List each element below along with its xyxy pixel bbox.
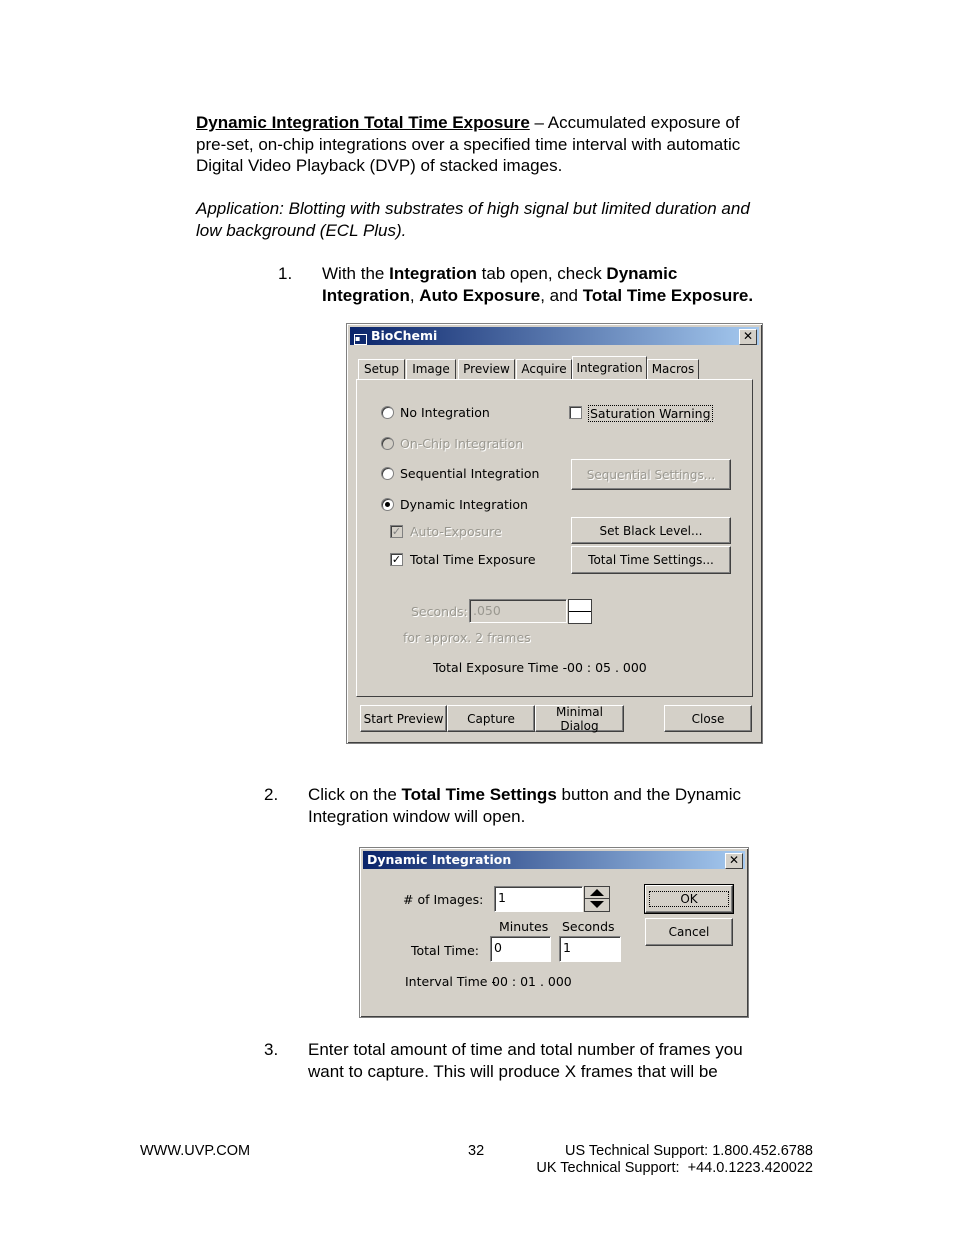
biochemi-dialog (346, 323, 763, 744)
on-chip-radio[interactable] (381, 437, 394, 450)
tab-acquire[interactable]: Acquire (516, 359, 572, 380)
capture-button[interactable]: Capture (447, 705, 535, 732)
intro-line-2: pre-set, on-chip integrations over a specified time interval with automatic (196, 134, 741, 154)
minutes-label: Minutes (499, 919, 549, 934)
minimal-dialog-button[interactable]: Minimal Dialog (535, 705, 624, 732)
sequential-label: Sequential Integration (400, 466, 540, 481)
app-icon: ▪ (354, 334, 367, 345)
total-time-exposure-label: Total Time Exposure (410, 552, 536, 567)
seconds-input[interactable]: 1 (559, 936, 621, 962)
no-integration-label: No Integration (400, 405, 490, 420)
step-2-text: Click on the Total Time Settings button and the Dynamic Integration window will open. (308, 785, 742, 826)
biochemi-title: BioChemi (371, 328, 438, 343)
auto-exposure-label: Auto-Exposure (410, 524, 502, 539)
intro-line-1: Dynamic Integration Total Time Exposure – Accumulated exposure of (196, 113, 740, 132)
application-note: Application: Blotting with substrates of high signal but limited duration and low background (ECL Plus). (196, 199, 750, 240)
seconds-label: Seconds: (411, 604, 468, 619)
footer-support (536, 1143, 813, 1177)
tab-setup[interactable]: Setup (358, 359, 405, 380)
dynamic-integration-dialog (359, 847, 749, 1018)
us-support: US Technical Support: 1.800.452.6788 (564, 1143, 813, 1159)
intro-paragraph (196, 112, 836, 177)
dynamic-radio[interactable] (381, 498, 394, 511)
seconds-spinner[interactable] (568, 599, 592, 624)
spin-up-icon[interactable] (590, 889, 604, 896)
saturation-warning-checkbox[interactable] (569, 406, 582, 419)
sequential-settings-button[interactable]: Sequential Settings... (571, 459, 731, 490)
close-icon[interactable]: ✕ (739, 329, 757, 345)
section-heading: Dynamic Integration Total Time Exposure (196, 113, 530, 132)
interval-value: 00 : 01 . 000 (492, 974, 572, 989)
minutes-input[interactable]: 0 (490, 936, 551, 962)
step-2-number: 2. (264, 785, 279, 804)
no-integration-radio[interactable] (381, 406, 394, 419)
step-3-number: 3. (264, 1040, 279, 1059)
tab-image[interactable]: Image (406, 359, 456, 380)
total-time-exposure-checkbox[interactable]: ✓ (391, 553, 402, 566)
dyn-titlebar (363, 851, 745, 869)
close-icon[interactable]: ✕ (725, 853, 743, 869)
images-label: # of Images: (403, 892, 484, 907)
footer-website: WWW.UVP.COM (140, 1143, 251, 1159)
dyn-title: Dynamic Integration (367, 852, 512, 867)
close-button[interactable]: Close (664, 705, 752, 732)
tab-macros[interactable]: Macros (647, 359, 699, 380)
total-exposure-label: Total Exposure Time - (433, 660, 568, 675)
tab-preview[interactable]: Preview (458, 359, 515, 380)
step-3-text: Enter total amount of time and total number of frames you want to capture. This will produce X frames that will be (308, 1040, 743, 1081)
sequential-radio[interactable] (381, 467, 394, 480)
total-time-settings-button[interactable]: Total Time Settings... (571, 546, 731, 574)
images-input[interactable]: 1 (494, 886, 583, 912)
page-number: 32 (468, 1143, 485, 1159)
step-1-text: With the Integration tab open, check Dynamic Integration, Auto Exposure, and Total Time Exposure. (322, 264, 754, 305)
approx-frames-text: for approx. 2 frames (403, 630, 531, 645)
total-exposure-value: 00 : 05 . 000 (567, 660, 647, 675)
set-black-level-button[interactable]: Set Black Level... (571, 517, 731, 544)
step-1-number: 1. (278, 264, 293, 283)
seconds-column-label: Seconds (562, 919, 615, 934)
start-preview-button[interactable]: Start Preview (360, 705, 447, 732)
cancel-button[interactable]: Cancel (645, 918, 733, 946)
total-time-label: Total Time: (411, 943, 479, 958)
dynamic-label: Dynamic Integration (400, 497, 528, 512)
tab-integration[interactable]: Integration (572, 356, 647, 379)
auto-exposure-checkbox[interactable]: ✓ (391, 525, 402, 538)
images-spinner[interactable] (584, 886, 610, 912)
spin-down-icon[interactable] (590, 901, 604, 908)
ok-button[interactable]: OK (645, 885, 733, 913)
intro-line-3: Digital Video Playback (DVP) of stacked images. (196, 156, 563, 175)
seconds-input[interactable]: .050 (469, 599, 567, 623)
interval-label: Interval Time - (405, 974, 496, 989)
biochemi-titlebar (350, 327, 759, 345)
saturation-warning-label: Saturation Warning (590, 406, 711, 421)
uk-support: UK Technical Support: +44.0.1223.420022 (536, 1160, 813, 1176)
on-chip-label: On-Chip Integration (400, 436, 524, 451)
